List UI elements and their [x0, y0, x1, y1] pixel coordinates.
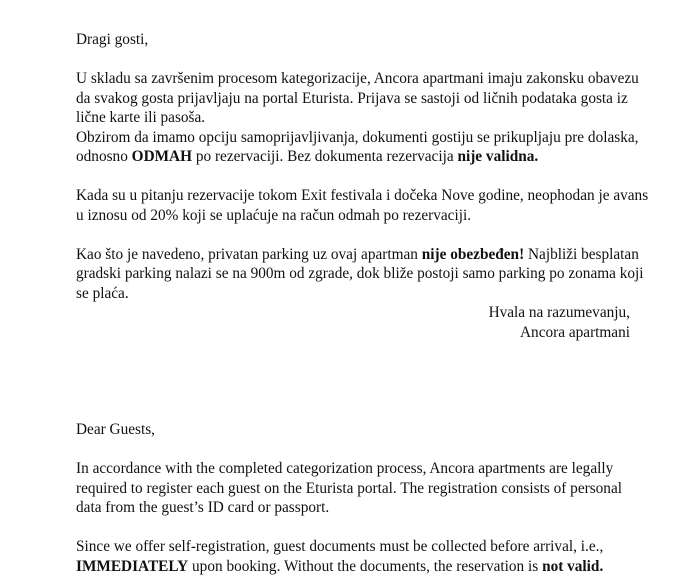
text-line: lične karte ili pasoša. [76, 108, 636, 128]
english-greeting: Dear Guests, [76, 420, 636, 440]
text-line: se plaća. [76, 284, 636, 304]
text-line: da svakog gosta prijavljaju na portal Eturista. Prijava se sastoji od ličnih podataka gosta iz [76, 89, 636, 109]
text-line: Since we offer self-registration, guest documents must be collected before arrival, i.e., [76, 537, 636, 557]
text-line: Kada su u pitanju rezervacije tokom Exit festivala i dočeka Nove godine, neophodan je avans [76, 186, 636, 206]
emphasis-not-valid: not valid. [542, 558, 603, 575]
signoff-signature: Ancora apartmani [76, 323, 630, 343]
text-line: U skladu sa završenim procesom kategorizacije, Ancora apartmani imaju zakonsku obavezu [76, 69, 636, 89]
serbian-parking-paragraph [76, 245, 636, 304]
signoff-thanks: Hvala na razumevanju, [76, 303, 630, 323]
text-line: u iznosu od 20% koji se uplaćuje na račun odmah po rezervaciji. [76, 206, 636, 226]
text-line: gradski parking nalazi se na 900m od zgrade, dok bliže postoji samo parking po zonama koji [76, 264, 636, 284]
document-page [76, 30, 636, 576]
emphasis-immediately: IMMEDIATELY [76, 558, 188, 575]
serbian-signoff [76, 303, 630, 342]
text-line: Kao što je navedeno, privatan parking uz ovaj apartman nije obezbeđen! Najbliži besplatan [76, 245, 636, 265]
text-line: data from the guest’s ID card or passport. [76, 498, 636, 518]
serbian-registration-paragraph [76, 69, 636, 167]
emphasis-nije-validna: nije validna. [457, 148, 538, 165]
emphasis-nije-obezbedjen: nije obezbeđen! [422, 246, 524, 263]
english-registration-paragraph [76, 459, 636, 518]
emphasis-odmah: ODMAH [132, 148, 192, 165]
text-line: Obzirom da imamo opciju samoprijavljivanja, dokumenti gostiju se prikupljaju pre dolaska, [76, 128, 636, 148]
text-line: required to register each guest on the Eturista portal. The registration consists of personal [76, 479, 636, 499]
serbian-greeting: Dragi gosti, [76, 30, 636, 50]
text-line: odnosno ODMAH po rezervaciji. Bez dokumenta rezervacija nije validna. [76, 147, 636, 167]
serbian-deposit-paragraph [76, 186, 636, 225]
text-line: In accordance with the completed categorization process, Ancora apartments are legally [76, 459, 636, 479]
english-self-registration-paragraph [76, 537, 636, 576]
text-line: IMMEDIATELY upon booking. Without the documents, the reservation is not valid. [76, 557, 636, 576]
